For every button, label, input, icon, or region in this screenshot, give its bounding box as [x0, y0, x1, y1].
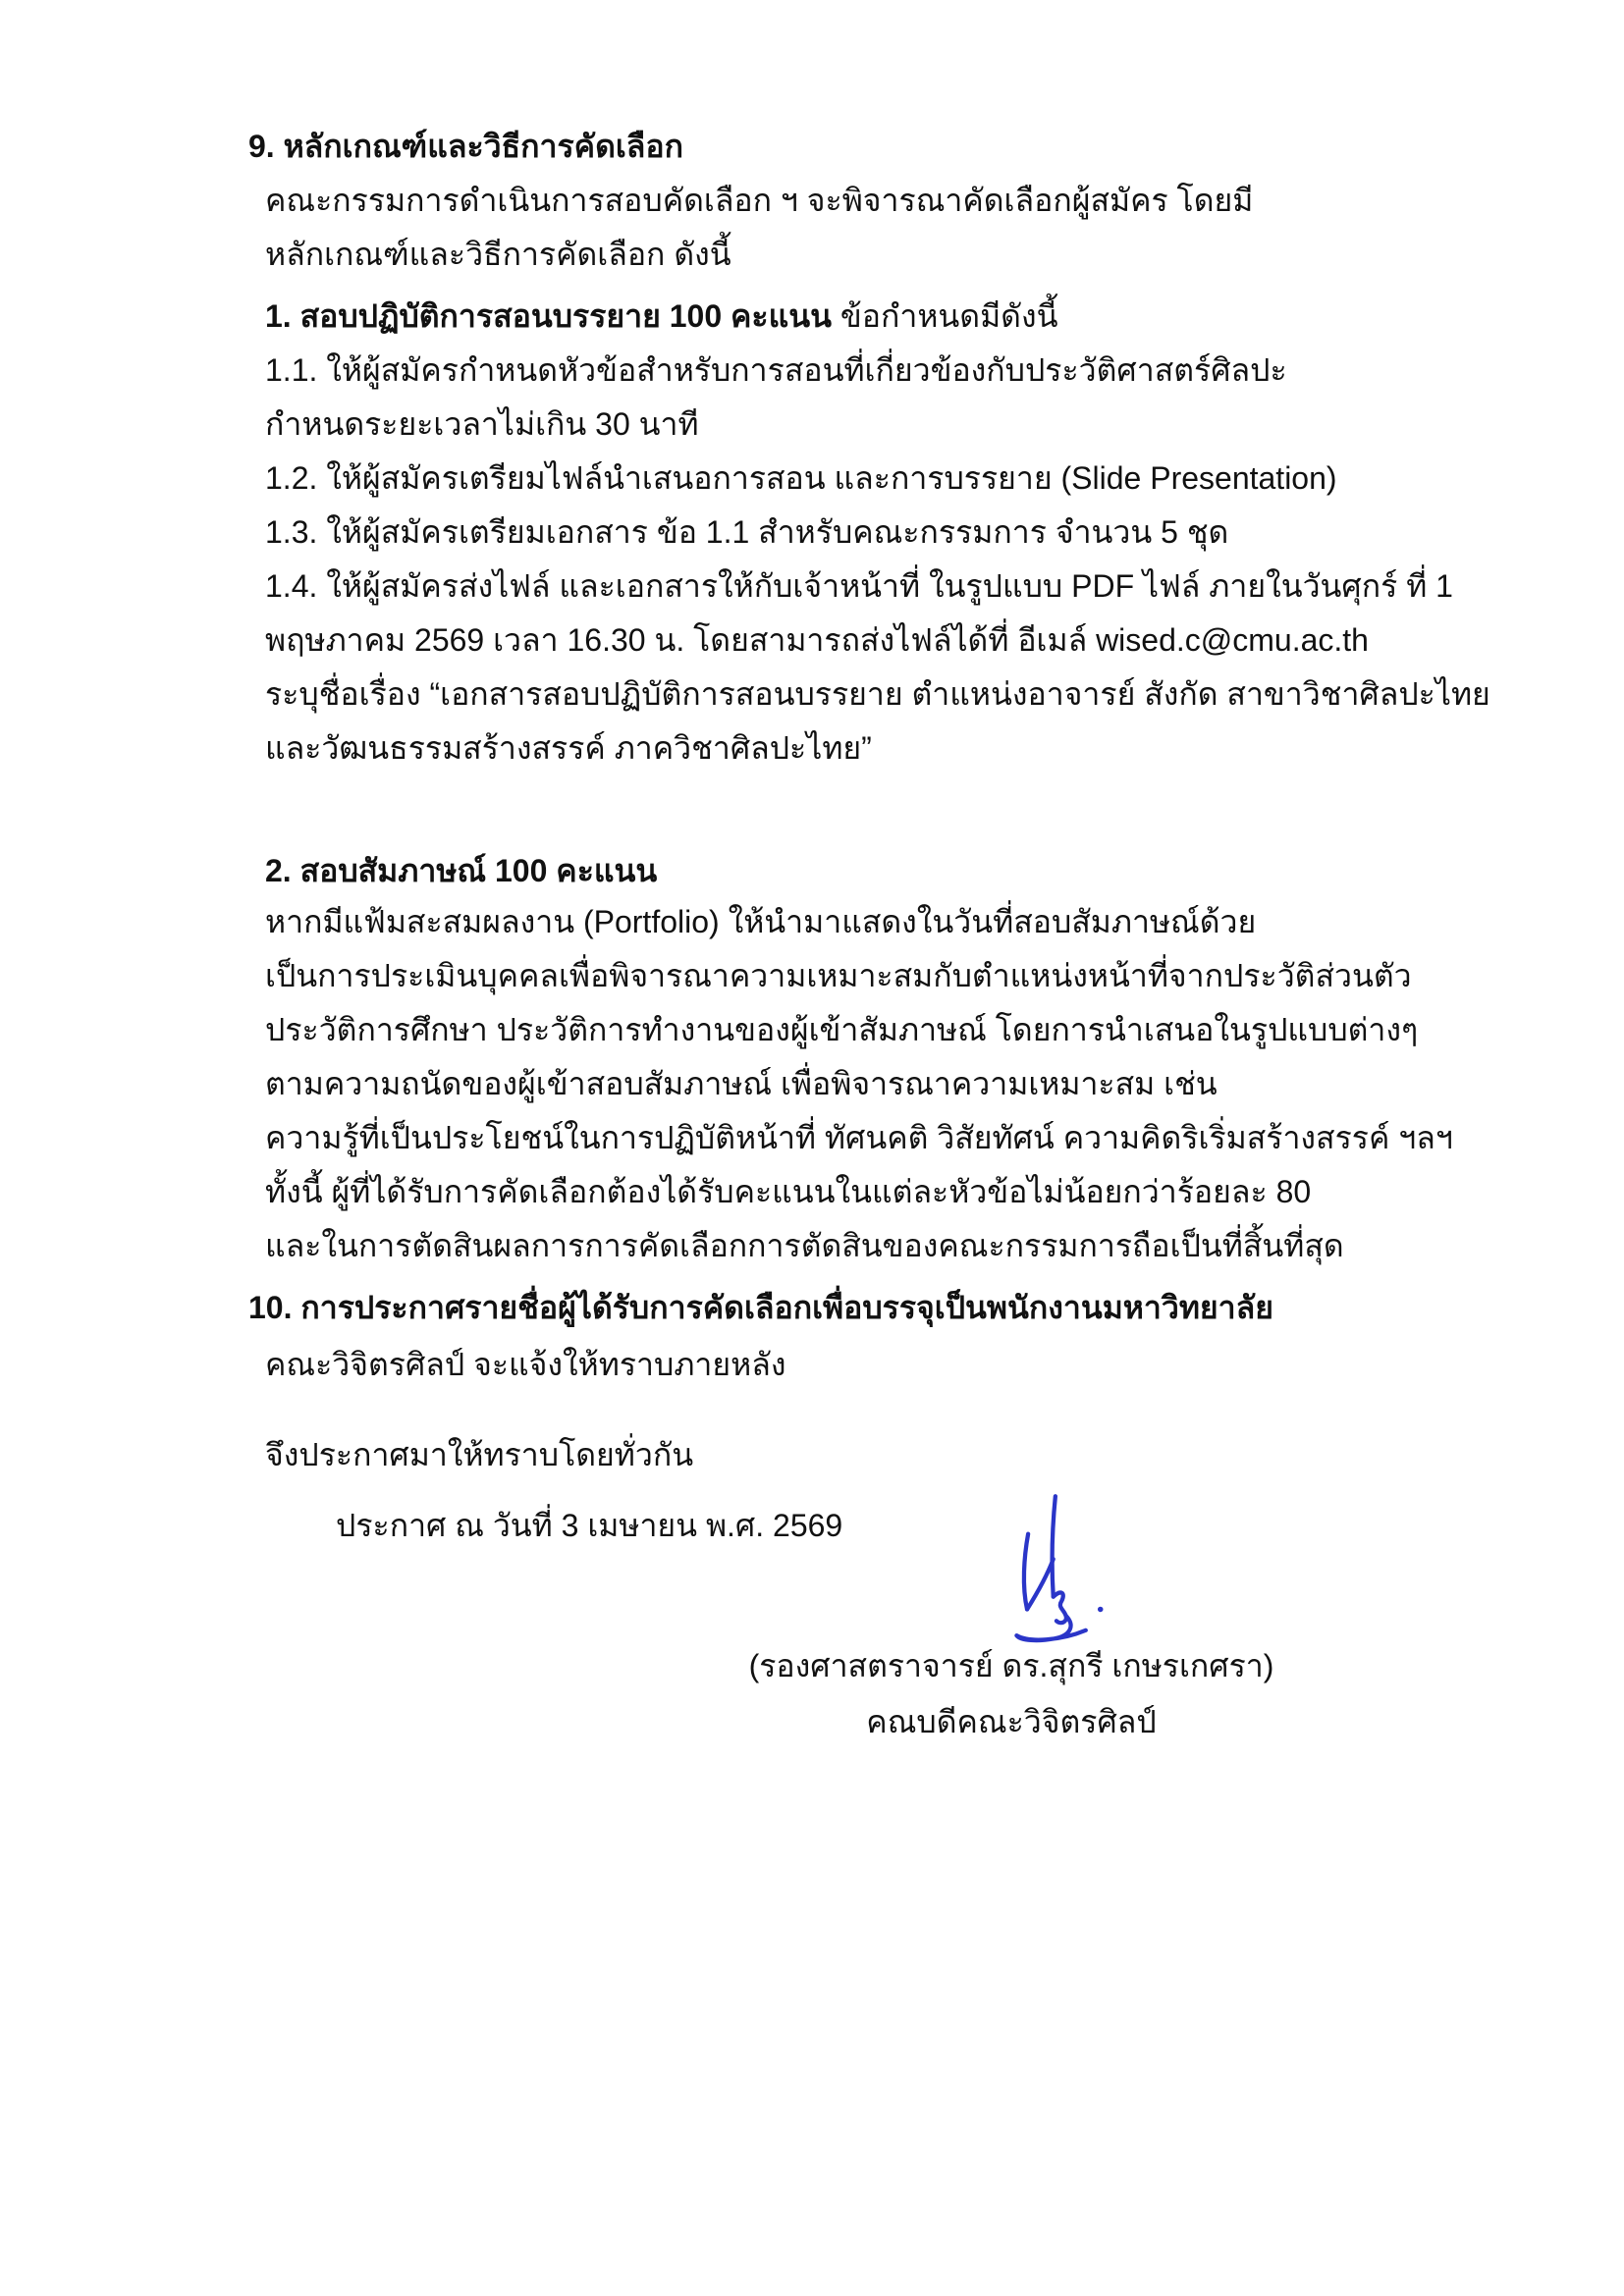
signer-name: (รองศาสตราจารย์ ดร.สุกรี เกษรเกศรา) [748, 1648, 1274, 1683]
text-line: พฤษภาคม 2569 เวลา 16.30 น. โดยสามารถส่งไฟล์ได้ที่ อีเมล์ wised.c@cmu.ac.th [265, 622, 1369, 658]
item2-heading: 2. สอบสัมภาษณ์ 100 คะแนน [265, 853, 658, 888]
text-line: เป็นการประเมินบุคคลเพื่อพิจารณาความเหมาะสมกับตำแหน่งหน้าที่จากประวัติส่วนตัว [265, 958, 1412, 993]
text-line: ระบุชื่อเรื่อง “เอกสารสอบปฏิบัติการสอนบรรยาย ตำแหน่งอาจารย์ สังกัด สาขาวิชาศิลปะไทย [265, 676, 1490, 712]
section10-heading: 10. การประกาศรายชื่อผู้ได้รับการคัดเลือกเพื่อบรรจุเป็นพนักงานมหาวิทยาลัย [248, 1290, 1273, 1325]
section10-line: คณะวิจิตรศิลป์ จะแจ้งให้ทราบภายหลัง [265, 1347, 786, 1382]
announce-date: ประกาศ ณ วันที่ 3 เมษายน พ.ศ. 2569 [336, 1508, 843, 1543]
text-line: ตามความถนัดของผู้เข้าสอบสัมภาษณ์ เพื่อพิจารณาความเหมาะสม เช่น [265, 1066, 1218, 1101]
text-line: 1.4. ให้ผู้สมัครส่งไฟล์ และเอกสารให้กับเจ้าหน้าที่ ในรูปแบบ PDF ไฟล์ ภายในวันศุกร์ ที่ 1 [265, 568, 1453, 604]
item1-heading [265, 290, 1057, 344]
text-line: กำหนดระยะเวลาไม่เกิน 30 นาที [265, 406, 699, 442]
text-line: 1.3. ให้ผู้สมัครเตรียมเอกสาร ข้อ 1.1 สำหรับคณะกรรมการ จำนวน 5 ชุด [265, 514, 1229, 550]
text-line: 1.1. ให้ผู้สมัครกำหนดหัวข้อสำหรับการสอนที่เกี่ยวข้องกับประวัติศาสตร์ศิลปะ [265, 352, 1287, 388]
text-line: ทั้งนี้ ผู้ที่ได้รับการคัดเลือกต้องได้รับคะแนนในแต่ละหัวข้อไม่น้อยกว่าร้อยละ 80 [265, 1174, 1312, 1209]
text-line: หากมีแฟ้มสะสมผลงาน (Portfolio) ให้นำมาแสดงในวันที่สอบสัมภาษณ์ด้วย [265, 904, 1257, 939]
text-line: หลักเกณฑ์และวิธีการคัดเลือก ดังนี้ [265, 237, 731, 272]
item1-heading-rest: ข้อกำหนดมีดังนี้ [839, 298, 1058, 334]
text-line: และวัฒนธรรมสร้างสรรค์ ภาควิชาศิลปะไทย” [265, 730, 872, 766]
text-line: และในการตัดสินผลการการคัดเลือกการตัดสินของคณะกรรมการถือเป็นที่สิ้นที่สุด [265, 1228, 1344, 1263]
item2-body [265, 895, 1453, 1273]
signature-ink [994, 1492, 1121, 1649]
text-line: ประวัติการศึกษา ประวัติการทำงานของผู้เข้าสัมภาษณ์ โดยการนำเสนอในรูปแบบต่างๆ [265, 1012, 1419, 1047]
signer-title: คณบดีคณะวิจิตรศิลป์ [866, 1704, 1157, 1739]
section9-heading: 9. หลักเกณฑ์และวิธีการคัดเลือก [248, 129, 683, 164]
text-line: 1.2. ให้ผู้สมัครเตรียมไฟล์นำเสนอการสอน และการบรรยาย (Slide Presentation) [265, 460, 1337, 496]
item1-heading-bold: 1. สอบปฏิบัติการสอนบรรยาย 100 คะแนน [265, 298, 832, 334]
section9-intro [265, 174, 1253, 282]
closing-statement: จึงประกาศมาให้ทราบโดยทั่วกัน [265, 1437, 694, 1472]
item1-body [265, 344, 1490, 775]
text-line: ความรู้ที่เป็นประโยชน์ในการปฏิบัติหน้าที่ ทัศนคติ วิสัยทัศน์ ความคิดริเริ่มสร้างสรรค์ ฯลฯ [265, 1120, 1453, 1155]
text-line: คณะกรรมการดำเนินการสอบคัดเลือก ฯ จะพิจารณาคัดเลือกผู้สมัคร โดยมี [265, 183, 1254, 218]
